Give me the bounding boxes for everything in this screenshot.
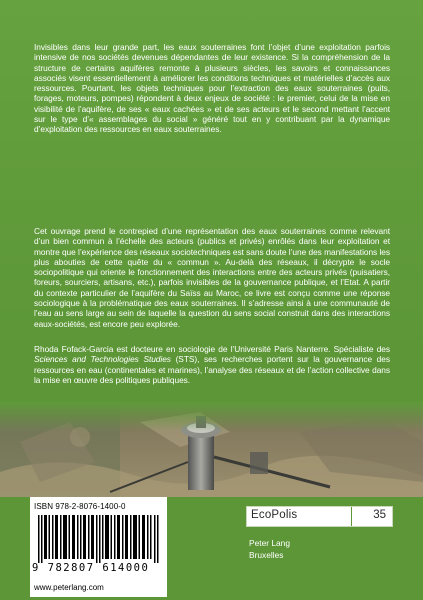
barcode-icon (38, 515, 160, 563)
paragraph-text: Invisibles dans leur grande part, les eaux souterraines font l’objet d’une exploitation parfois intensive de nos sociétés devenues dépendantes de leur existence. Si la compréhension de la structure de certains aquifères remonte à plusieurs siècles, les savoirs et connaissances associés visent essentiellement à améliorer les conditions techniques et matérielles d’accès aux ressources. Pourtant, les objets techniques pour l’extraction des eaux souterraines (puits, forages, moteurs, pompes) répondent à deux enjeux de société : le premier, celui de la mise en visibilité de l’aquifère, de ses « eaux cachées » et de ses acteurs et le second mettant l’accent sur le type d’« assemblages du social » généré tout en y contribuant par la dynamique d’exploitation des ressources en eaux souterraines. (34, 42, 390, 135)
author-bio-text (34, 344, 390, 385)
barcode-box (30, 497, 167, 597)
paragraph-text: Cet ouvrage prend le contrepied d’une représentation des eaux souterraines comme relevant d’un bien commun à l’échelle des acteurs (publics et privés) enrôlés dans leur exploitation et montre que l’expérience des réseaux sociotechniques est sans doute l’une des manifestations les plus abouties de cette quête du « commun ». Au-delà des réseaux, il décrypte le socle sociopolitique qui oriente le fonctionnement des interactions entre des acteurs privés (puisatiers, foreurs, sourciers, artisans, etc.), parfois invisibles de la gouvernance publique, et l’Etat. A partir du contexte particulier de l’aquifère du Saïss au Maroc, ce livre est conçu comme une réponse sociologique à la problématique des eaux souterraines. Il s’adresse ainsi à une communauté de l’eau au sens large au sein de laquelle la question du sens social construit dans des interactions eaux-sociétés, est encore peu explorée. (34, 226, 390, 329)
author-bio (34, 344, 390, 385)
series-divider (351, 507, 352, 526)
photo-fade (0, 402, 423, 432)
series-box (246, 506, 393, 527)
publisher-block (249, 537, 290, 561)
isbn-label: ISBN 978-2-8076-1400-0 (34, 502, 126, 511)
publisher-city: Bruxelles (249, 550, 284, 560)
description-paragraph-1 (34, 42, 390, 135)
author-bio-end: (STS), ses recherches portent sur la gouvernance des ressources en eau (continentales et marines), l’analyse des réseaux et de l’action collective dans la mise en œuvre des politiques publiques. (34, 354, 390, 385)
description-paragraph-2 (34, 226, 390, 329)
cover-photo (0, 402, 423, 497)
series-number: 35 (373, 509, 386, 521)
author-bio-start: Rhoda Fofack-Garcia est docteure en sociologie de l’Université Paris Nanterre. Spécialiste des (34, 344, 390, 354)
author-bio-italic: Sciences and Technologies Studies (34, 354, 171, 365)
publisher-url: www.peterlang.com (34, 583, 104, 592)
barcode-digits: 9 782807 614000 (32, 562, 150, 574)
publisher-name: Peter Lang (249, 538, 290, 548)
series-name: EcoPolis (251, 509, 298, 521)
